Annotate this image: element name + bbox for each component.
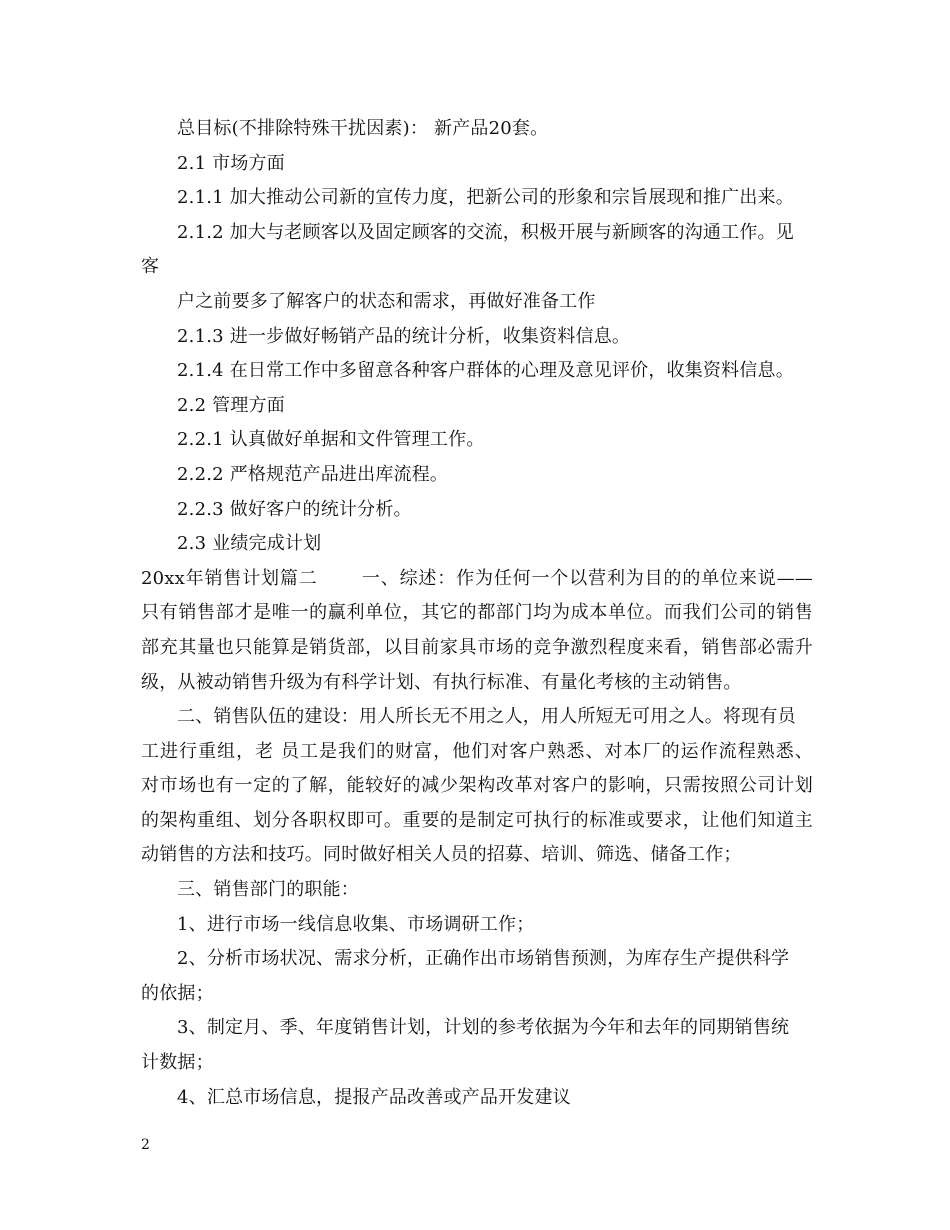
section-heading: 2.1 市场方面 <box>177 152 285 174</box>
paragraph-line: 部充其量也只能算是销货部，以目前家具市场的竞争激烈程度来看，销售部必需升 <box>141 636 813 658</box>
paragraph-line: 只有销售部才是唯一的赢利单位，其它的都部门均为成本单位。而我们公司的销售 <box>141 602 813 624</box>
list-item: 3、制定月、季、年度销售计划，计划的参考依据为今年和去年的同期销售统 <box>177 1017 790 1039</box>
list-item: 1、进行市场一线信息收集、市场调研工作； <box>177 913 535 935</box>
paragraph-line: 对市场也有一定的了解，能较好的减少架构改革对客户的影响，只需按照公司计划 <box>141 775 813 797</box>
list-item: 2、分析市场状况、需求分析，正确作出市场销售预测，为库存生产提供科学 <box>177 948 790 970</box>
paragraph-line: 工进行重组，老 员工是我们的财富，他们对客户熟悉、对本厂的运作流程熟悉、 <box>141 740 813 762</box>
paragraph-line: 20xx年销售计划篇二 一、综述：作为任何一个以营利为目的的单位来说—— <box>141 567 813 589</box>
section-heading: 2.2 管理方面 <box>177 394 285 416</box>
paragraph-line: 客 <box>141 256 160 278</box>
paragraph-line: 2.2.3 做好客户的统计分析。 <box>177 498 412 520</box>
paragraph-line: 级，从被动销售升级为有科学计划、有执行标准、有量化考核的主动销售。 <box>141 671 742 693</box>
section-heading: 三、销售部门的职能： <box>177 879 359 901</box>
paragraph-line: 2.1.4 在日常工作中多留意各种客户群体的心理及意见评价，收集资料信息。 <box>177 360 794 382</box>
paragraph-line: 总目标(不排除特殊干扰因素)： 新产品20套。 <box>177 118 549 139</box>
page-number: 2 <box>141 1137 150 1153</box>
section-heading: 2.3 业绩完成计划 <box>177 533 322 555</box>
paragraph-line: 户之前要多了解客户的状态和需求，再做好准备工作 <box>177 290 596 312</box>
list-item-continuation: 的依据； <box>141 982 214 1004</box>
paragraph-line: 动销售的方法和技巧。同时做好相关人员的招募、培训、筛选、储备工作； <box>141 844 742 866</box>
paragraph-line: 2.1.3 进一步做好畅销产品的统计分析，收集资料信息。 <box>177 325 631 347</box>
paragraph-line: 二、销售队伍的建设：用人所长无不用之人，用人所短无可用之人。将现有员 <box>177 706 796 728</box>
list-item-continuation: 计数据； <box>141 1052 214 1074</box>
paragraph-line: 的架构重组、划分各职权即可。重要的是制定可执行的标准或要求，让他们知道主 <box>141 809 813 831</box>
paragraph-line: 2.1.2 加大与老顾客以及固定顾客的交流，积极开展与新顾客的沟通工作。见 <box>177 221 794 243</box>
paragraph-line: 2.2.1 认真做好单据和文件管理工作。 <box>177 429 485 451</box>
document-body <box>141 112 813 1115</box>
paragraph-line: 2.2.2 严格规范产品进出库流程。 <box>177 463 449 485</box>
list-item: 4、汇总市场信息，提报产品改善或产品开发建议 <box>177 1086 571 1108</box>
paragraph-line: 2.1.1 加大推动公司新的宣传力度，把新公司的形象和宗旨展现和推广出来。 <box>177 187 794 209</box>
